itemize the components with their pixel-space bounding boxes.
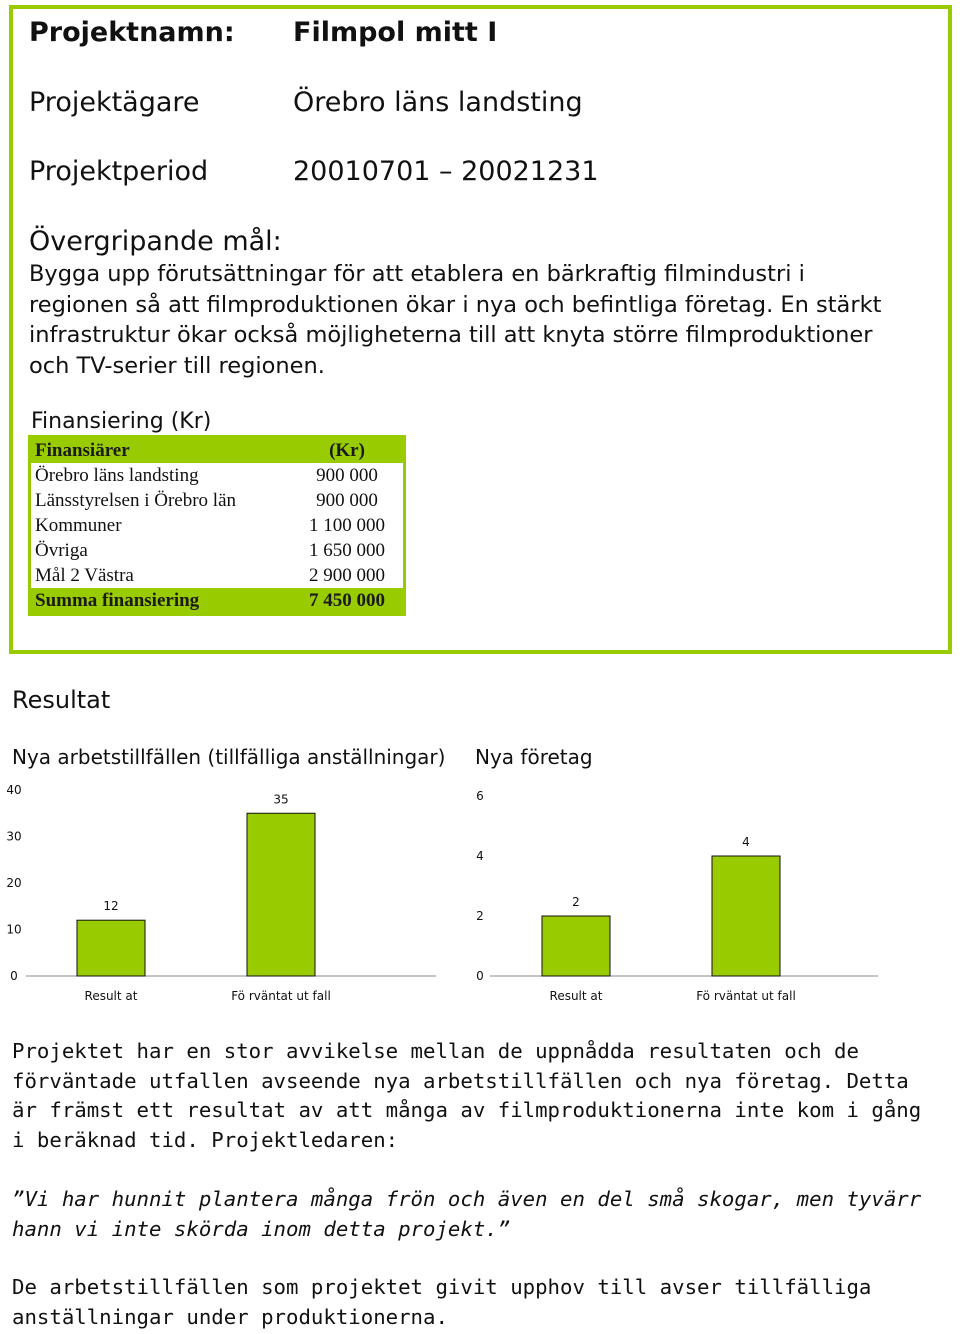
project-period-label: Projektperiod — [29, 156, 209, 187]
y-tick-label: 0 — [476, 969, 484, 983]
chart2-title: Nya företag — [475, 745, 593, 769]
project-owner-row — [29, 87, 583, 118]
closing-paragraph: De arbetstillfällen som projektet givit upphov till avser tillfälliga anställningar under produktionerna. — [12, 1275, 872, 1329]
category-label: Fö rväntat ut fall — [696, 989, 796, 1003]
y-tick-label: 6 — [476, 789, 484, 803]
bar-value-label: 35 — [273, 792, 289, 807]
y-tick-label: 20 — [6, 876, 22, 890]
financier-name: Övriga — [35, 539, 88, 561]
project-name-label: Projektnamn: — [29, 17, 235, 48]
y-tick-label: 2 — [476, 909, 484, 923]
bar — [712, 856, 780, 976]
project-owner-value: Örebro läns landsting — [293, 87, 583, 118]
y-tick-label: 40 — [6, 783, 22, 797]
financier-name: Mål 2 Västra — [35, 564, 134, 586]
bar — [77, 920, 145, 976]
financing-header-amount: (Kr) — [291, 437, 405, 464]
bar-value-label: 2 — [572, 895, 580, 909]
financier-amount: 1 650 000 — [309, 539, 385, 561]
financing-table — [28, 435, 406, 616]
table-row — [30, 538, 405, 563]
financier-name: Länsstyrelsen i Örebro län — [35, 489, 237, 511]
project-period-row — [29, 156, 599, 187]
financier-amount: 900 000 — [316, 489, 378, 511]
financier-name: Kommuner — [35, 514, 122, 536]
financing-total-name: Summa finansiering — [30, 588, 292, 615]
project-leader-quote: ”Vi har hunnit plantera många frön och även en del små skogar, men tyvärr hann vi inte skörda inom detta projekt.” — [12, 1187, 922, 1241]
jobs-chart-svg — [0, 778, 440, 1010]
table-row — [30, 488, 405, 513]
financing-header-row — [30, 437, 405, 464]
project-name-value: Filmpol mitt I — [293, 17, 498, 48]
financing-total-amount: 7 450 000 — [291, 588, 405, 615]
table-row — [30, 463, 405, 488]
y-tick-label: 0 — [10, 969, 18, 983]
y-tick-label: 10 — [6, 922, 22, 937]
bar-value-label: 4 — [742, 835, 750, 849]
companies-chart-svg — [462, 778, 882, 1010]
goal-text: Bygga upp förutsättningar för att etablera en bärkraftig filmindustri i regionen så att filmproduktionen ökar i nya och befintliga företag. En stärkt infrastruktur ökar också möjligheterna till att knyta större filmproduktioner och TV-serier till regionen. — [29, 261, 882, 379]
financier-amount: 2 900 000 — [309, 564, 385, 586]
table-row — [30, 563, 405, 588]
bar — [542, 916, 610, 976]
project-name-row — [29, 17, 498, 48]
y-tick-label: 4 — [476, 849, 484, 863]
bar — [247, 813, 315, 976]
chart1-title: Nya arbetstillfällen (tillfälliga anställningar) — [12, 745, 446, 769]
companies-chart — [462, 778, 882, 1014]
financier-amount: 1 100 000 — [309, 514, 385, 536]
goal-title: Övergripande mål: — [29, 226, 282, 257]
discussion-paragraph: Projektet har en stor avvikelse mellan de uppnådda resultaten och de förväntade utfallen avseende nya arbetstillfällen och nya företag. Detta är främst ett resultat av att många av filmproduktionerna inte kom i gång i beräknad tid. Projektledaren: — [12, 1039, 922, 1152]
project-period-value: 20010701 – 20021231 — [293, 156, 599, 187]
y-tick-label: 30 — [6, 829, 22, 844]
financier-name: Örebro läns landsting — [35, 464, 199, 486]
project-owner-label: Projektägare — [29, 87, 200, 118]
jobs-chart — [0, 778, 440, 1014]
financing-title: Finansiering (Kr) — [31, 409, 212, 434]
financing-header-name: Finansiärer — [30, 437, 292, 464]
bar-value-label: 12 — [103, 899, 119, 914]
category-label: Result at — [84, 989, 138, 1003]
category-label: Fö rväntat ut fall — [231, 989, 331, 1003]
results-title: Resultat — [12, 686, 111, 714]
table-row — [30, 513, 405, 538]
category-label: Result at — [549, 989, 603, 1003]
financier-amount: 900 000 — [316, 464, 378, 486]
financing-total-row — [30, 588, 405, 615]
